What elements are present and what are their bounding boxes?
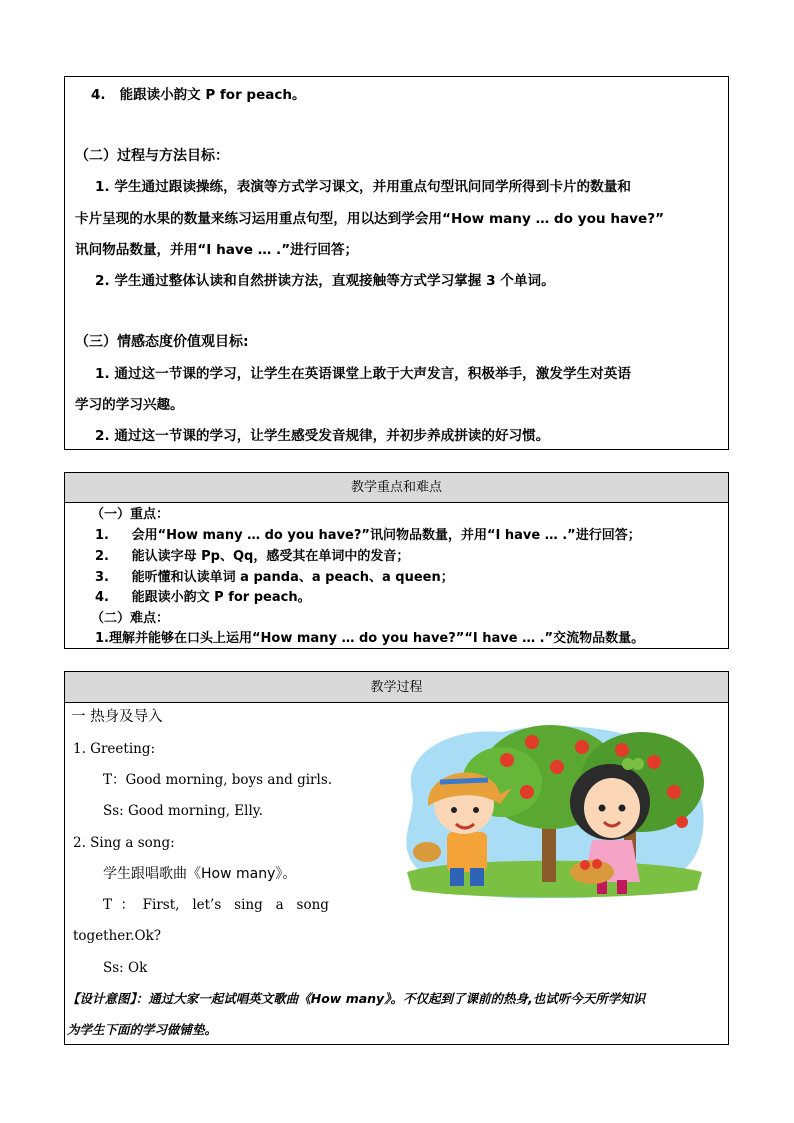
process-method-title: （二）过程与方法目标：	[75, 148, 229, 164]
process-item-1-line-3: 讯问物品数量，并用“I have … .”进行回答；	[75, 242, 359, 258]
emotion-title: （三）情感态度价值观目标:	[75, 334, 249, 350]
sing-label: 2. Sing a song:	[73, 835, 175, 851]
key-item-1: 1. 会用“How many … do you have?”讯问物品数量，并用“I have … .”进行回答；	[95, 528, 641, 543]
students-greeting: Ss: Good morning, Elly.	[103, 803, 263, 819]
design-intent-line-2: 为学生下面的学习做铺垫。	[67, 1022, 218, 1037]
sing-description: 学生跟唱歌曲《How many》。	[103, 866, 297, 882]
teaching-process-header: 教学过程	[65, 672, 728, 703]
warmup-title: 一 热身及导入	[71, 709, 163, 725]
teacher-greeting: T：Good morning, boys and girls.	[103, 772, 333, 788]
objectives-box	[64, 76, 729, 450]
key-title: （一）重点：	[91, 507, 170, 522]
emotion-item-1-line-2: 学习的学习兴趣。	[75, 397, 184, 413]
objective-item-4: 4. 能跟读小韵文 P for peach。	[91, 87, 306, 103]
key-item-4: 4. 能跟读小韵文 P for peach。	[95, 590, 311, 605]
girl-figure	[570, 758, 650, 894]
process-item-2: 2. 学生通过整体认读和自然拼读方法，直观接触等方式学习掌握 3 个单词。	[95, 273, 555, 289]
difficulty-item-1: 1.理解并能够在口头上运用“How many … do you have?”“I have … .”交流物品数量。	[95, 631, 645, 646]
emotion-item-2: 2. 通过这一节课的学习，让学生感受发音规律，并初步养成拼读的好习惯。	[95, 428, 550, 444]
students-ok: Ss: Ok	[103, 960, 148, 976]
design-intent-line-1: 【设计意图】：通过大家一起试唱英文歌曲《How many》。不仅起到了课前的热身,也试听今天所学知识	[67, 991, 646, 1006]
greeting-label: 1. Greeting:	[73, 741, 156, 757]
teacher-sing-line: T ： First, let’s sing a song	[103, 897, 329, 913]
key-item-2: 2. 能认读字母 Pp、Qq，感受其在单词中的发音；	[95, 549, 410, 564]
emotion-item-1-line-1: 1. 通过这一节课的学习，让学生在英语课堂上敢于大声发言，积极举手，激发学生对英语	[95, 366, 631, 382]
together-line: together.Ok?	[73, 928, 162, 944]
difficulty-title: （二）难点：	[91, 611, 170, 626]
key-points-box	[64, 472, 729, 649]
key-points-header: 教学重点和难点	[65, 473, 728, 503]
process-item-1-line-1: 1. 学生通过跟读操练，表演等方式学习课文，并用重点句型讯问同学所得到卡片的数量和	[95, 179, 631, 195]
children-apple-tree-illustration	[392, 722, 710, 900]
key-item-3: 3. 能听懂和认读单词 a panda、a peach、a queen；	[95, 570, 454, 585]
process-item-1-line-2: 卡片呈现的水果的数量来练习运用重点句型，用以达到学会用“How many … do you have?”	[75, 211, 665, 227]
